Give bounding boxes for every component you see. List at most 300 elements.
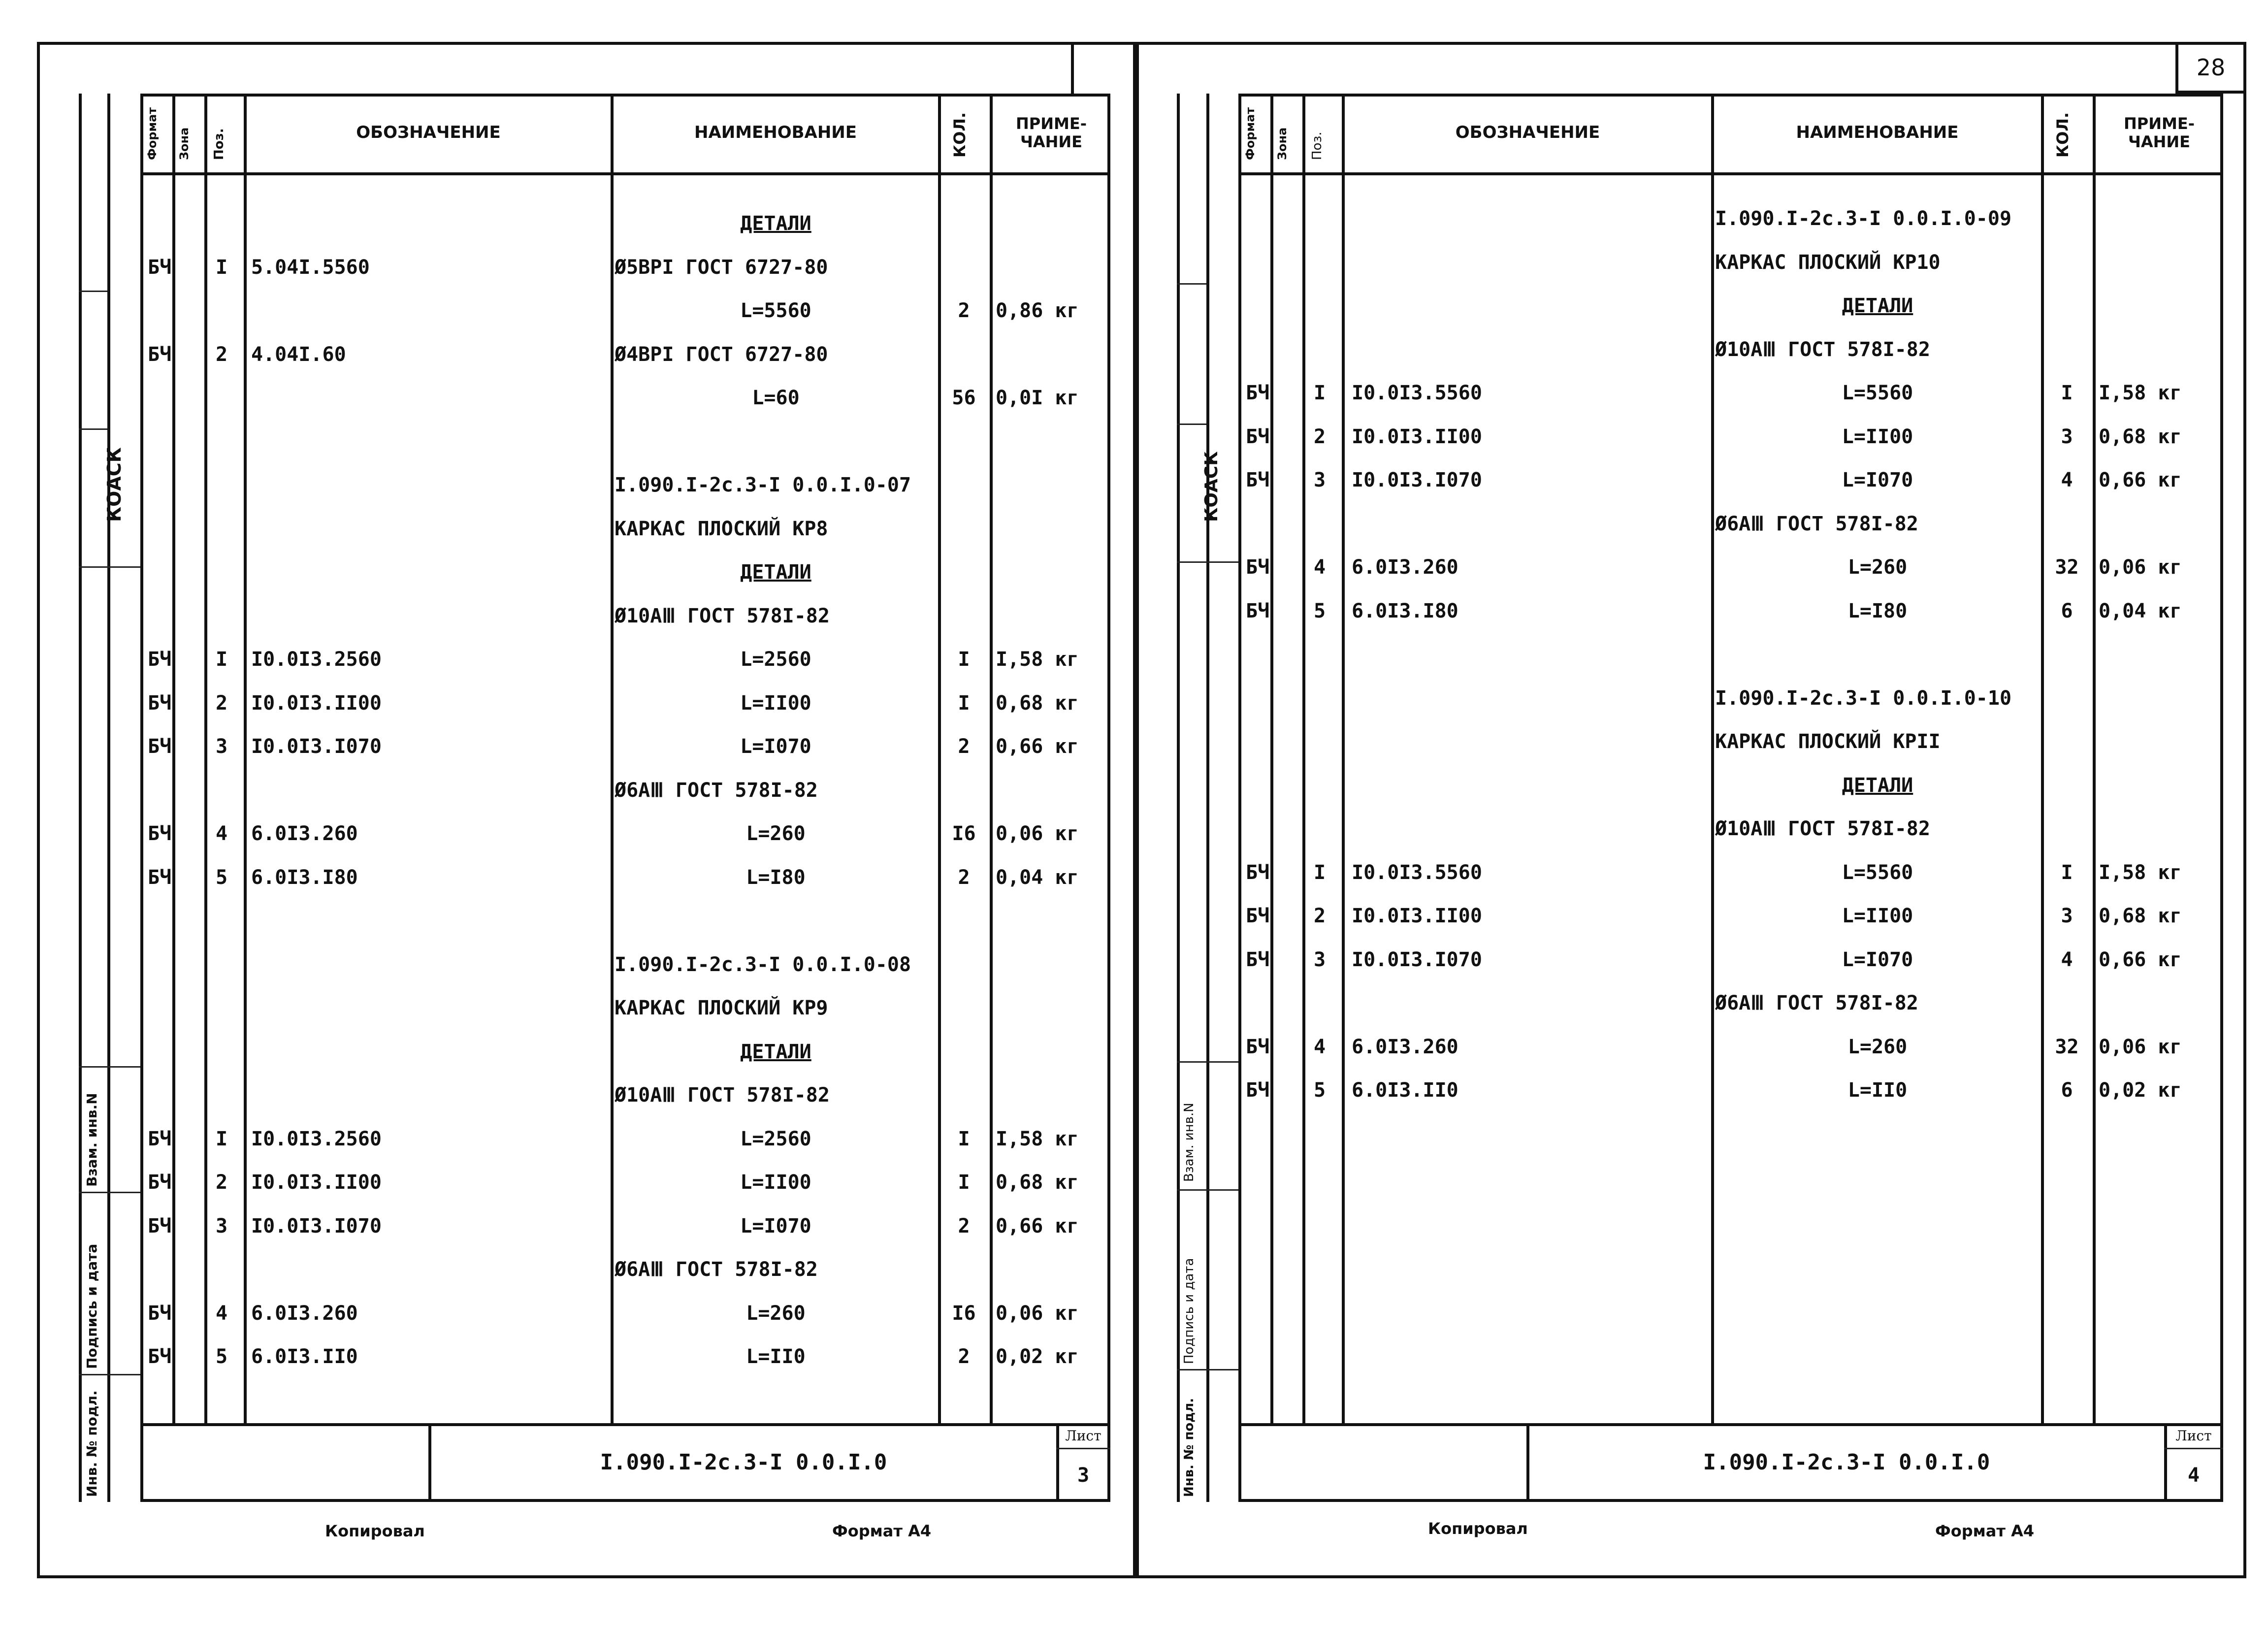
- row-designation-cell: [251, 1248, 606, 1291]
- row-designation-cell: I0.0I3.2560: [251, 648, 382, 671]
- row-format-cell: БЧ: [148, 822, 172, 845]
- row-quantity-cell: 2: [958, 866, 970, 889]
- row-designation-cell: [1352, 197, 1706, 240]
- row-note-cell: 0,68 кг: [996, 691, 1079, 715]
- row-note-cell: 0,86 кг: [996, 299, 1079, 322]
- row-quantity-cell: [940, 246, 987, 289]
- row-name-cell: L=I80: [1847, 599, 1908, 622]
- row-quantity-cell: [940, 1074, 987, 1117]
- side-strip-divider: [1177, 1369, 1240, 1370]
- row-quantity-cell: I: [958, 648, 970, 671]
- header-bottom-line: [140, 172, 1110, 175]
- side-strip-outer-line: [107, 94, 110, 1502]
- row-name-cell: Ø6АⅢ ГОСТ 578I-82: [1715, 512, 1918, 535]
- row-name-cell: [615, 899, 937, 943]
- row-position-cell: [1305, 981, 1334, 1025]
- row-quantity-cell: 32: [2055, 1035, 2079, 1058]
- row-quantity-cell: 6: [2061, 1079, 2073, 1102]
- row-note-cell: 0,66 кг: [996, 1214, 1079, 1238]
- row-note-cell: [2099, 807, 2212, 850]
- row-position-cell: [207, 376, 236, 420]
- top-notch-line: [1071, 42, 1074, 94]
- page-number: 28: [2196, 54, 2226, 81]
- row-format-cell: [148, 202, 172, 245]
- header-naimenovanie: НАИМЕНОВАНИЕ: [1796, 123, 1959, 143]
- row-position-cell: [1305, 284, 1334, 327]
- row-designation-cell: I0.0I3.II00: [1352, 425, 1482, 448]
- row-quantity-cell: [2043, 764, 2090, 807]
- row-designation-cell: [251, 1074, 606, 1117]
- row-designation-cell: I0.0I3.2560: [251, 1127, 382, 1150]
- row-note-cell: 0,06 кг: [2099, 556, 2182, 579]
- row-position-cell: 3: [215, 1214, 228, 1238]
- header-poz: Поз.: [1310, 131, 1325, 160]
- podpis-data-label: Подпись и дата: [1182, 1258, 1197, 1364]
- row-format-cell: [148, 899, 172, 943]
- section-title: ДЕТАЛИ: [740, 561, 811, 584]
- row-format-cell: БЧ: [148, 1302, 172, 1325]
- row-designation-cell: [251, 507, 606, 551]
- row-quantity-cell: [940, 769, 987, 812]
- row-position-cell: [207, 594, 236, 638]
- row-quantity-cell: 3: [2061, 425, 2073, 448]
- row-quantity-cell: [2043, 241, 2090, 284]
- header-zona: Зона: [1275, 127, 1289, 160]
- row-note-cell: [996, 420, 1109, 463]
- row-format-cell: [148, 594, 172, 638]
- row-designation-cell: I0.0I3.5560: [1352, 861, 1482, 884]
- row-name-cell: КАРКАС ПЛОСКИЙ КРII: [1715, 730, 1941, 753]
- row-format-cell: [1246, 807, 1270, 850]
- row-designation-cell: [1352, 677, 1706, 720]
- side-strip-line: [1177, 94, 1180, 1502]
- row-format-cell: БЧ: [1246, 425, 1270, 448]
- row-note-cell: I,58 кг: [2099, 382, 2182, 404]
- row-note-cell: [996, 202, 1109, 245]
- row-quantity-cell: 56: [952, 387, 976, 409]
- side-strip-divider: [79, 1374, 143, 1375]
- col-line: [244, 94, 247, 1423]
- row-name-cell: КАРКАС ПЛОСКИЙ КР8: [615, 517, 828, 540]
- col-line: [1342, 94, 1345, 1423]
- row-position-cell: 3: [215, 735, 228, 758]
- row-format-cell: [1246, 677, 1270, 720]
- col-line: [990, 94, 993, 1423]
- row-format-cell: БЧ: [148, 866, 172, 889]
- row-quantity-cell: I: [958, 1127, 970, 1150]
- row-name-cell: L=2560: [740, 1127, 811, 1150]
- row-note-cell: [996, 551, 1109, 594]
- side-strip-divider: [1177, 1061, 1240, 1063]
- side-strip-divider: [79, 566, 143, 568]
- col-line: [2093, 94, 2096, 1423]
- podpis-data-label: Подпись и дата: [84, 1243, 100, 1369]
- row-quantity-cell: 6: [2061, 599, 2073, 622]
- header-oboznachenie: ОБОЗНАЧЕНИЕ: [356, 123, 501, 143]
- row-format-cell: [1246, 241, 1270, 284]
- sheet-label: Лист: [1065, 1428, 1102, 1444]
- row-position-cell: [207, 551, 236, 594]
- row-name-cell: Ø6АⅢ ГОСТ 578I-82: [1715, 992, 1918, 1014]
- row-name-cell: КАРКАС ПЛОСКИЙ КР10: [1715, 251, 1941, 274]
- row-position-cell: [1305, 807, 1334, 850]
- side-strip-divider: [79, 1066, 143, 1068]
- row-designation-cell: I0.0I3.5560: [1352, 382, 1482, 404]
- header-format: Формат: [1243, 107, 1257, 160]
- row-quantity-cell: 4: [2061, 469, 2073, 491]
- row-position-cell: [207, 1248, 236, 1291]
- row-quantity-cell: [2043, 807, 2090, 850]
- row-note-cell: [2099, 241, 2212, 284]
- koask-label: КОАСК: [103, 447, 125, 522]
- row-format-cell: БЧ: [1246, 861, 1270, 884]
- row-note-cell: 0,04 кг: [996, 866, 1079, 889]
- row-position-cell: [207, 289, 236, 332]
- row-format-cell: БЧ: [148, 648, 172, 671]
- row-quantity-cell: [2043, 502, 2090, 546]
- row-position-cell: 2: [1313, 905, 1326, 927]
- row-designation-cell: [251, 1030, 606, 1074]
- row-format-cell: БЧ: [1246, 556, 1270, 579]
- row-position-cell: [1305, 764, 1334, 807]
- row-position-cell: 2: [1313, 425, 1326, 448]
- row-name-cell: [1715, 633, 2040, 676]
- row-name-cell: I.090.I-2с.3-I 0.0.I.0-10: [1715, 686, 2012, 710]
- row-position-cell: [1305, 633, 1334, 676]
- row-note-cell: [996, 769, 1109, 812]
- row-format-cell: [148, 1248, 172, 1291]
- row-designation-cell: I0.0I3.I070: [1352, 948, 1482, 971]
- row-quantity-cell: [2043, 633, 2090, 676]
- footer-format: Формат А4: [832, 1522, 932, 1540]
- row-format-cell: [1246, 197, 1270, 240]
- row-quantity-cell: I: [958, 691, 970, 715]
- row-format-cell: [148, 420, 172, 463]
- row-note-cell: [996, 463, 1109, 507]
- row-format-cell: [1246, 328, 1270, 371]
- row-format-cell: БЧ: [1246, 469, 1270, 491]
- row-quantity-cell: [940, 333, 987, 376]
- row-quantity-cell: [940, 1030, 987, 1074]
- row-format-cell: БЧ: [148, 256, 172, 279]
- row-note-cell: [996, 899, 1109, 943]
- row-format-cell: БЧ: [148, 1127, 172, 1150]
- side-strip-divider: [79, 428, 107, 430]
- row-position-cell: I: [215, 256, 228, 279]
- row-designation-cell: [1352, 241, 1706, 284]
- header-bottom-line: [1238, 172, 2223, 175]
- row-format-cell: [148, 769, 172, 812]
- row-note-cell: [996, 246, 1109, 289]
- row-quantity-cell: [940, 551, 987, 594]
- row-designation-cell: [251, 463, 606, 507]
- row-quantity-cell: 3: [2061, 905, 2073, 927]
- header-poz: Поз.: [212, 128, 227, 160]
- row-quantity-cell: [2043, 677, 2090, 720]
- row-format-cell: БЧ: [1246, 1079, 1270, 1102]
- row-name-cell: I.090.I-2с.3-I 0.0.I.0-07: [615, 474, 911, 496]
- row-name-cell: Ø10АⅢ ГОСТ 578I-82: [1715, 338, 1930, 361]
- row-name-cell: L=II0: [1847, 1079, 1908, 1102]
- row-note-cell: [2099, 284, 2212, 327]
- row-note-cell: 0,04 кг: [2099, 599, 2182, 622]
- row-designation-cell: [251, 899, 606, 943]
- title-block-designation: I.090.I-2с.3-I 0.0.I.0: [1703, 1450, 1990, 1475]
- row-quantity-cell: 2: [958, 735, 970, 758]
- section-title: ДЕТАЛИ: [740, 1040, 811, 1063]
- row-note-cell: 0,66 кг: [996, 735, 1079, 758]
- row-position-cell: [1305, 502, 1334, 546]
- row-name-cell: Ø10АⅢ ГОСТ 578I-82: [615, 1084, 830, 1107]
- row-position-cell: [207, 1030, 236, 1074]
- row-position-cell: I: [215, 648, 228, 671]
- row-designation-cell: [1352, 720, 1706, 763]
- sheet-number: 3: [1077, 1464, 1090, 1487]
- row-position-cell: [1305, 241, 1334, 284]
- header-primechanie: ПРИМЕ- ЧАНИЕ: [2124, 114, 2195, 151]
- row-name-cell: Ø6АⅢ ГОСТ 578I-82: [615, 779, 818, 802]
- row-format-cell: [148, 551, 172, 594]
- row-name-cell: L=260: [746, 822, 806, 845]
- row-note-cell: [996, 507, 1109, 551]
- row-designation-cell: 6.0I3.II0: [251, 1345, 358, 1368]
- row-format-cell: БЧ: [148, 1214, 172, 1238]
- row-name-cell: L=II00: [1842, 905, 1913, 927]
- row-position-cell: 2: [215, 1171, 228, 1194]
- row-quantity-cell: [2043, 328, 2090, 371]
- row-quantity-cell: 2: [958, 1214, 970, 1238]
- row-note-cell: [996, 594, 1109, 638]
- row-quantity-cell: [2043, 720, 2090, 763]
- row-name-cell: Ø10АⅢ ГОСТ 578I-82: [615, 604, 830, 627]
- row-designation-cell: [1352, 328, 1706, 371]
- row-designation-cell: I0.0I3.I070: [1352, 469, 1482, 491]
- row-position-cell: [207, 202, 236, 245]
- row-designation-cell: [251, 376, 606, 420]
- row-note-cell: [996, 986, 1109, 1030]
- row-note-cell: [2099, 502, 2212, 546]
- row-format-cell: [1246, 284, 1270, 327]
- header-naimenovanie: НАИМЕНОВАНИЕ: [694, 123, 857, 143]
- row-format-cell: [148, 507, 172, 551]
- row-quantity-cell: [940, 1248, 987, 1291]
- row-quantity-cell: [2043, 284, 2090, 327]
- row-designation-cell: 4.04I.60: [251, 343, 346, 366]
- row-position-cell: [207, 507, 236, 551]
- header-format: Формат: [145, 107, 159, 160]
- section-title: ДЕТАЛИ: [740, 212, 811, 235]
- row-designation-cell: I0.0I3.II00: [1352, 905, 1482, 927]
- row-position-cell: [1305, 720, 1334, 763]
- row-note-cell: [2099, 197, 2212, 240]
- row-designation-cell: [1352, 284, 1706, 327]
- row-quantity-cell: [940, 594, 987, 638]
- row-format-cell: БЧ: [1246, 905, 1270, 927]
- footer-copied: Копировал: [1428, 1519, 1528, 1538]
- row-position-cell: 3: [1313, 469, 1326, 491]
- side-strip-divider: [1177, 283, 1206, 285]
- row-position-cell: 2: [215, 343, 228, 366]
- row-name-cell: L=260: [746, 1302, 806, 1325]
- side-strip-divider: [79, 291, 107, 292]
- row-designation-cell: [251, 769, 606, 812]
- row-format-cell: [148, 986, 172, 1030]
- row-note-cell: [2099, 981, 2212, 1025]
- row-format-cell: БЧ: [148, 1345, 172, 1368]
- vzam-inv-label: Взам. инв.N: [1182, 1103, 1197, 1182]
- row-note-cell: [996, 943, 1109, 986]
- row-note-cell: [2099, 633, 2212, 676]
- row-quantity-cell: [2043, 981, 2090, 1025]
- row-name-cell: L=II0: [746, 1345, 806, 1368]
- footer-format: Формат А4: [1935, 1522, 2035, 1540]
- row-designation-cell: [1352, 502, 1706, 546]
- row-name-cell: Ø5ВРI ГОСТ 6727-80: [615, 256, 828, 279]
- row-quantity-cell: I: [2061, 382, 2073, 404]
- row-format-cell: [1246, 633, 1270, 676]
- row-designation-cell: [1352, 633, 1706, 676]
- row-format-cell: [148, 943, 172, 986]
- row-name-cell: I.090.I-2с.3-I 0.0.I.0-08: [615, 953, 911, 976]
- row-note-cell: [2099, 328, 2212, 371]
- row-note-cell: I,58 кг: [2099, 861, 2182, 884]
- section-title: ДЕТАЛИ: [1842, 294, 1913, 317]
- row-note-cell: [2099, 720, 2212, 763]
- row-designation-cell: I0.0I3.I070: [251, 1214, 382, 1238]
- row-designation-cell: [251, 943, 606, 986]
- row-note-cell: [2099, 764, 2212, 807]
- row-designation-cell: [251, 594, 606, 638]
- row-note-cell: 0,66 кг: [2099, 469, 2182, 491]
- section-title: ДЕТАЛИ: [1842, 774, 1913, 797]
- row-note-cell: [996, 333, 1109, 376]
- row-note-cell: 0,0I кг: [996, 387, 1079, 409]
- row-designation-cell: [251, 986, 606, 1030]
- row-name-cell: L=I070: [1842, 469, 1913, 491]
- row-name-cell: L=I070: [740, 1214, 811, 1238]
- row-designation-cell: [251, 551, 606, 594]
- col-line: [611, 94, 614, 1423]
- row-quantity-cell: [940, 463, 987, 507]
- row-position-cell: 5: [215, 1345, 228, 1368]
- row-position-cell: [207, 1074, 236, 1117]
- row-note-cell: 0,02 кг: [2099, 1079, 2182, 1102]
- row-position-cell: 4: [215, 1302, 228, 1325]
- title-block-sheet-line: [1056, 1448, 1110, 1449]
- row-format-cell: [1246, 764, 1270, 807]
- row-quantity-cell: I: [958, 1171, 970, 1194]
- row-designation-cell: I0.0I3.II00: [251, 691, 382, 715]
- title-block-sheet-line: [2164, 1448, 2223, 1449]
- row-designation-cell: [251, 289, 606, 332]
- row-quantity-cell: [2043, 197, 2090, 240]
- row-name-cell: L=I80: [746, 866, 806, 889]
- row-format-cell: БЧ: [148, 691, 172, 715]
- side-strip-divider: [1177, 1189, 1240, 1191]
- row-name-cell: L=5560: [1842, 382, 1913, 404]
- row-format-cell: БЧ: [148, 343, 172, 366]
- row-note-cell: 0,68 кг: [996, 1171, 1079, 1194]
- header-oboznachenie: ОБОЗНАЧЕНИЕ: [1455, 123, 1600, 143]
- row-position-cell: [207, 986, 236, 1030]
- row-note-cell: [996, 1074, 1109, 1117]
- row-note-cell: [996, 1030, 1109, 1074]
- row-format-cell: БЧ: [148, 735, 172, 758]
- row-position-cell: 5: [215, 866, 228, 889]
- row-name-cell: L=II00: [1842, 425, 1913, 448]
- row-position-cell: 2: [215, 691, 228, 715]
- row-name-cell: L=5560: [740, 299, 811, 322]
- col-line: [1270, 94, 1273, 1423]
- side-strip-divider: [1177, 424, 1206, 425]
- row-quantity-cell: 2: [958, 1345, 970, 1368]
- row-quantity-cell: I: [2061, 861, 2073, 884]
- row-position-cell: [207, 463, 236, 507]
- row-designation-cell: 6.0I3.260: [1352, 1035, 1458, 1058]
- row-format-cell: БЧ: [1246, 599, 1270, 622]
- inv-podl-label: Инв. № подл.: [1182, 1398, 1197, 1497]
- row-name-cell: L=60: [752, 387, 800, 409]
- row-name-cell: L=260: [1847, 1035, 1908, 1058]
- row-note-cell: 0,06 кг: [996, 822, 1079, 845]
- row-quantity-cell: 32: [2055, 556, 2079, 579]
- row-name-cell: L=I070: [1842, 948, 1913, 971]
- row-position-cell: [1305, 677, 1334, 720]
- row-designation-cell: [1352, 807, 1706, 850]
- row-quantity-cell: [940, 943, 987, 986]
- row-format-cell: БЧ: [1246, 1035, 1270, 1058]
- side-strip-outer-line: [1206, 94, 1209, 1502]
- row-name-cell: Ø6АⅢ ГОСТ 578I-82: [615, 1258, 818, 1281]
- row-format-cell: [1246, 720, 1270, 763]
- row-note-cell: 0,66 кг: [2099, 948, 2182, 971]
- vzam-inv-label: Взам. инв.N: [84, 1093, 100, 1187]
- row-note-cell: 0,68 кг: [2099, 905, 2182, 927]
- row-position-cell: 4: [1313, 556, 1326, 579]
- row-designation-cell: I0.0I3.I070: [251, 735, 382, 758]
- row-format-cell: БЧ: [1246, 948, 1270, 971]
- row-name-cell: L=II00: [740, 691, 811, 715]
- row-name-cell: Ø4ВРI ГОСТ 6727-80: [615, 343, 828, 366]
- row-designation-cell: I0.0I3.II00: [251, 1171, 382, 1194]
- row-format-cell: БЧ: [148, 1171, 172, 1194]
- row-name-cell: L=II00: [740, 1171, 811, 1194]
- footer-copied: Копировал: [325, 1522, 425, 1540]
- row-position-cell: 4: [1313, 1035, 1326, 1058]
- row-name-cell: L=260: [1847, 556, 1908, 579]
- row-format-cell: [148, 463, 172, 507]
- inv-podl-label: Инв. № подл.: [84, 1390, 100, 1497]
- row-name-cell: L=5560: [1842, 861, 1913, 884]
- row-designation-cell: 6.0I3.260: [251, 1302, 358, 1325]
- sheet-number: 4: [2187, 1464, 2200, 1487]
- row-format-cell: [148, 1074, 172, 1117]
- row-position-cell: I: [215, 1127, 228, 1150]
- row-position-cell: I: [1313, 861, 1326, 884]
- row-designation-cell: 6.0I3.260: [251, 822, 358, 845]
- header-kol: КОЛ.: [950, 112, 969, 158]
- row-format-cell: [148, 376, 172, 420]
- row-quantity-cell: [940, 420, 987, 463]
- row-format-cell: БЧ: [1246, 382, 1270, 404]
- row-quantity-cell: [940, 986, 987, 1030]
- row-position-cell: [1305, 197, 1334, 240]
- row-name-cell: КАРКАС ПЛОСКИЙ КР9: [615, 997, 828, 1019]
- row-format-cell: [1246, 981, 1270, 1025]
- col-line: [1711, 94, 1714, 1423]
- row-designation-cell: 6.0I3.I80: [1352, 599, 1458, 622]
- row-quantity-cell: [940, 899, 987, 943]
